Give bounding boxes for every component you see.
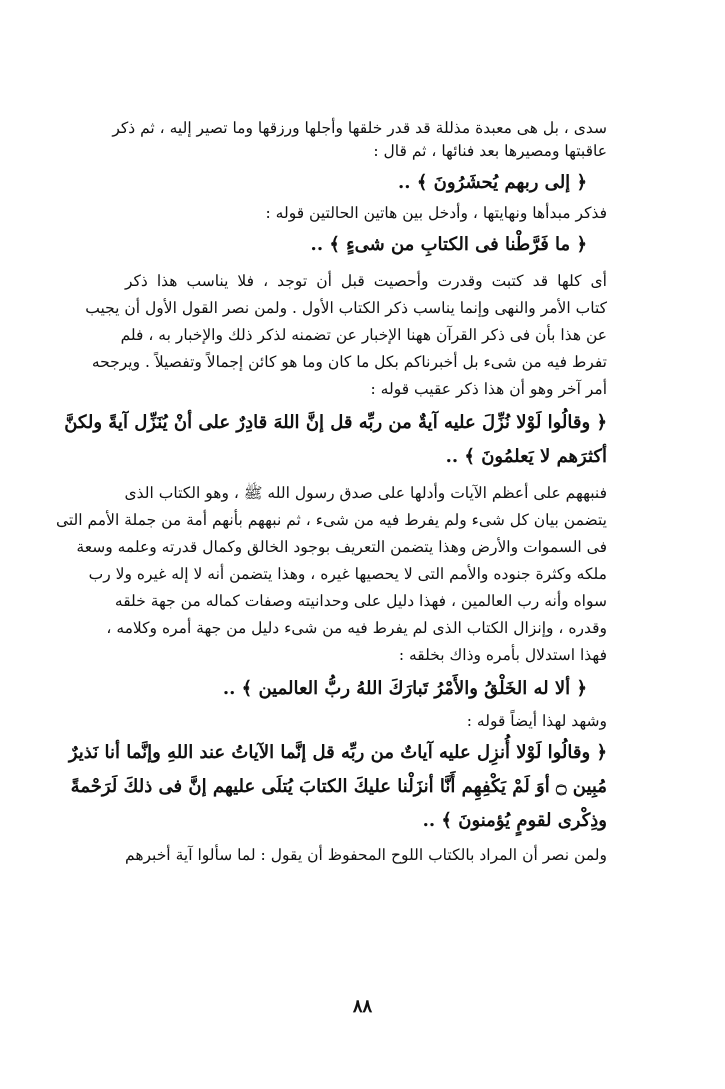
text-line: أى كلها قد كتبت وقدرت وأحصيت قبل أن توجد ، فلا يناسب هذا ذكر (125, 272, 607, 290)
text-line: وشهد لهذا أيضاً قوله : (466, 712, 607, 730)
quran-verse: ﴿ إلى ربهم يُحشَرُونَ ﴾ .. (398, 172, 587, 193)
text-line: تفرط فيه من شىء بل أخبرناكم بكل ما كان وما هو كائن إجمالاً وتفصيلاً . ويرجحه (91, 353, 607, 371)
text-line: يتضمن بيان كل شىء ولم يفرط فيه من شىء ، ثم نبههم بأنهم أمة من جملة الأمم التى (55, 511, 607, 529)
text-line: عن هذا بأن فى ذكر القرآن ههنا الإخبار عن تضمنه لذكر ذلك والإخبار به ، فلم (120, 326, 607, 344)
text-line: سدى ، بل هى معبدة مذللة قد قدر خلقها وأجلها ورزقها وما تصير إليه ، ثم ذكر (112, 119, 607, 137)
text-line: فى السموات والأرض وهذا يتضمن التعريف بوجود الخالق وكمال قدرته وعلمه وسعة (76, 538, 607, 556)
quran-verse: ﴿ ما فَرَّطْنا فى الكتابِ من شىءٍ ﴾ .. (310, 234, 587, 255)
text-line: عاقبتها ومصيرها بعد فنائها ، ثم قال : (373, 142, 607, 160)
page-number: ٨٨ (352, 996, 373, 1017)
text-line: فهذا استدلال بأمره وذاك بخلقه : (398, 646, 607, 664)
text-line: سواه وأنه رب العالمين ، فهذا دليل على وحدانيته وصفات كماله من جهة خلقه (114, 592, 607, 610)
quran-verse: وذِكْرى لقومٍ يُؤمنونَ ﴾ .. (422, 810, 607, 831)
text-line: ولمن نصر أن المراد بالكتاب اللوح المحفوظ أن يقول : لما سألوا آية أخبرهم (125, 846, 607, 864)
quran-verse: ﴿ ألا له الخَلْقُ والأَمْرُ تَبارَكَ اللهُ ربُّ العالمين ﴾ .. (222, 678, 587, 699)
text-line: أمر آخر وهو أن هذا ذكر عقيب قوله : (370, 380, 607, 398)
text-line: وقدره ، وإنزال الكتاب الذى لم يفرط فيه من شىء دليل من جهة أمره وكلامه ، (106, 619, 607, 637)
quran-verse: ﴿ وقالُوا لَوْلا نُزِّلَ عليه آيةٌ من ربِّه قل إنَّ اللهَ قادِرٌ على أنْ يُنَزِّل آيةً ولكنَّ (64, 412, 607, 433)
text-line: فنبههم على أعظم الآيات وأدلها على صدق رسول الله ﷺ ، وهو الكتاب الذى (124, 484, 607, 502)
quran-verse: أكثرَهم لا يَعلمُونَ ﴾ .. (445, 446, 607, 467)
quran-verse: ﴿ وقالُوا لَوْلا أُنزِل عليه آياتٌ من ربِّه قل إنَّما الآياتُ عند اللهِ وإنَّما أنا نَذيرٌ (68, 742, 607, 763)
text-line: ملكه وكثرة جنوده والأمم التى لا يحصيها غيره ، وهذا يتضمن أنه لا إله غيره ولا رب (88, 565, 607, 583)
quran-verse: مُبِين ۝ أوَ لَمْ يَكْفِهِم أَنَّا أنزَلْنا عليكَ الكتابَ يُتلَى عليهم إنَّ فى ذلكَ لَرَحْمةً (70, 776, 607, 797)
text-line: كتاب الأمر والنهى وإنما يناسب ذكر الكتاب الأول . ولمن نصر القول الأول أن يجيب (85, 299, 607, 317)
text-line: فذكر مبدأها ونهايتها ، وأدخل بين هاتين الحالتين قوله : (265, 204, 607, 222)
